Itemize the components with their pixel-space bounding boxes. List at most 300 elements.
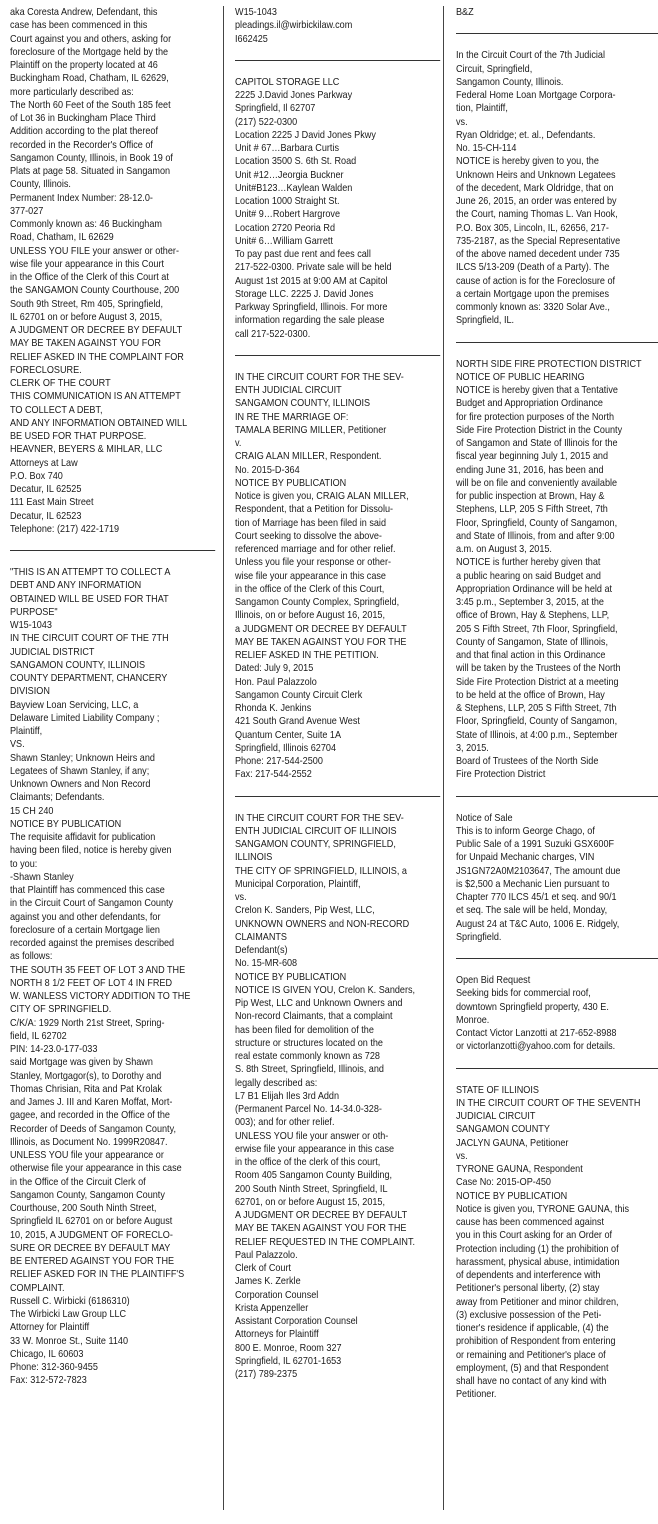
notice-line: Chapter 770 ILCS 45/1 et seq. and 90/1 bbox=[456, 892, 617, 903]
notice-line: vs. bbox=[235, 892, 247, 903]
notice-line: Fax: 217-544-2552 bbox=[235, 769, 312, 781]
notice-line: L7 B1 Elijah Iles 3rd Addn bbox=[235, 1090, 340, 1102]
column-2 bbox=[235, 6, 440, 1381]
notice-line: No. 2015-D-364 bbox=[235, 464, 300, 476]
legal-notice bbox=[456, 49, 658, 327]
notice-line: UNKNOWN OWNERS and NON-RECORD bbox=[235, 918, 410, 930]
notice-separator bbox=[235, 355, 440, 356]
notice-line: and State of Illinois, from and after 9:00 bbox=[456, 530, 615, 542]
notice-line: Unit# 6…William Garrett bbox=[235, 235, 333, 247]
notice-line: a JUDGMENT OR DECREE BY DEFAULT bbox=[235, 623, 407, 635]
notice-separator bbox=[235, 60, 440, 61]
notice-line: Floor, Springfield, County of Sangamon, bbox=[456, 716, 618, 728]
notice-line: 62701, on or before August 15, 2015, bbox=[235, 1196, 386, 1208]
notice-line: P.O. Box 305, Lincoln, IL, 62656, 217- bbox=[456, 222, 609, 234]
notice-line: away from Petitioner and minor children, bbox=[456, 1296, 619, 1308]
notice-line: THIS COMMUNICATION IS AN ATTEMPT bbox=[10, 391, 181, 403]
notice-line: COUNTY DEPARTMENT, CHANCERY bbox=[10, 673, 168, 684]
notice-line: you in this Court asking for an Order of bbox=[456, 1230, 613, 1242]
notice-line: Unit#B123…Kaylean Walden bbox=[235, 182, 353, 194]
notice-line: Side Fire Protection District in the County bbox=[456, 424, 623, 436]
legal-notice bbox=[235, 812, 440, 1382]
notice-line: STATE OF ILLINOIS bbox=[456, 1084, 539, 1096]
notice-line: Crelon K. Sanders, Pip West, LLC, bbox=[235, 905, 375, 917]
notice-line: The Wirbicki Law Group LLC bbox=[10, 1309, 127, 1320]
notice-line: IN THE CIRCUIT COURT OF THE SEVENTH bbox=[456, 1097, 641, 1109]
notice-line: Petitioner's personal liberty, (2) stay bbox=[456, 1283, 600, 1295]
notice-line: commonly known as: 3320 Solar Ave., bbox=[456, 302, 610, 313]
notice-line: Assistant Corporation Counsel bbox=[235, 1316, 358, 1327]
notice-line: August 1st 2015 at 9:00 AM at Capitol bbox=[235, 275, 388, 287]
notice-line: Paul Palazzolo. bbox=[235, 1249, 298, 1261]
notice-line: Commonly known as: 46 Buckingham bbox=[10, 219, 162, 230]
notice-line: Pip West, LLC and Unknown Owners and bbox=[235, 998, 403, 1009]
notice-line: fiscal year beginning July 1, 2015 and bbox=[456, 451, 609, 463]
notice-line: Appropriation Ordinance will be held at bbox=[456, 583, 613, 595]
notice-line: AND ANY INFORMATION OBTAINED WILL bbox=[10, 417, 188, 429]
notice-line: against you and other defendants, for bbox=[10, 911, 161, 923]
notice-line: (217) 789-2375 bbox=[235, 1369, 298, 1380]
notice-line: tion of Marriage has been filed in said bbox=[235, 517, 387, 529]
notice-line: Springfield, IL. bbox=[456, 315, 515, 327]
notice-line: "THIS IS AN ATTEMPT TO COLLECT A bbox=[10, 567, 171, 578]
notice-line: Storage LLC. 2225 J. David Jones bbox=[235, 288, 374, 300]
notice-line: RELIEF ASKED IN THE COMPLAINT FOR bbox=[10, 351, 184, 363]
column-divider bbox=[443, 6, 444, 1510]
notice-line: South 9th Street, Rm 405, Springfield, bbox=[10, 298, 164, 310]
notice-line: call 217-522-0300. bbox=[235, 328, 311, 340]
notice-line: PURPOSE" bbox=[10, 606, 58, 618]
notice-line: Decatur, IL 62523 bbox=[10, 510, 82, 522]
notice-line: wise file your appearance in this case bbox=[235, 570, 386, 582]
notice-line: for public inspection at Brown, Hay & bbox=[456, 491, 605, 502]
notice-line: has been filed for demolition of the bbox=[235, 1024, 374, 1036]
notice-line: Plaintiff on the property located at 46 bbox=[10, 60, 158, 71]
legal-notice bbox=[456, 6, 658, 19]
notice-line: 200 South Ninth Street, Springfield, IL bbox=[235, 1183, 388, 1195]
legal-notice bbox=[10, 566, 215, 1388]
notice-line: Rhonda K. Jenkins bbox=[235, 703, 312, 714]
notice-line: A JUDGMENT OR DECREE BY DEFAULT bbox=[10, 325, 183, 336]
notice-line: Corporation Counsel bbox=[235, 1289, 319, 1301]
notice-line: 33 W. Monroe St., Suite 1140 bbox=[10, 1335, 128, 1347]
notice-line: NOTICE BY PUBLICATION bbox=[235, 971, 347, 983]
notice-line: 10, 2015, A JUDGMENT OF FORECLO- bbox=[10, 1229, 173, 1241]
legal-notice bbox=[235, 371, 440, 782]
notice-line: W15-1043 bbox=[235, 7, 277, 18]
notice-line: & Stephens, LLP, 205 S Fifth Street, 7th bbox=[456, 703, 617, 714]
notice-line: Open Bid Request bbox=[456, 975, 531, 986]
notice-line: Road, Chatham, IL 62629 bbox=[10, 232, 114, 244]
notice-line: ENTH JUDICIAL CIRCUIT bbox=[235, 385, 342, 396]
notice-line: Municipal Corporation, Plaintiff, bbox=[235, 878, 361, 890]
notice-line: Springfield IL 62701 on or before August bbox=[10, 1216, 173, 1228]
notice-line: information regarding the sale please bbox=[235, 315, 385, 327]
notice-line: Shawn Stanley; Unknown Heirs and bbox=[10, 752, 155, 764]
notice-line: Sangamon County, Sangamon County bbox=[10, 1189, 165, 1201]
notice-line: in the Circuit Court of Sangamon County bbox=[10, 898, 174, 910]
notice-line: VS. bbox=[10, 739, 25, 751]
notice-line: Monroe. bbox=[456, 1014, 490, 1026]
notice-line: UNLESS YOU FILE your answer or other- bbox=[10, 245, 179, 257]
notice-line: vs. bbox=[456, 1150, 468, 1162]
notice-line: James K. Zerkle bbox=[235, 1276, 301, 1288]
notice-line: gagee, and recorded in the Office of the bbox=[10, 1110, 170, 1122]
notice-line: Sangamon County, Illinois, in Book 19 of bbox=[10, 152, 173, 164]
notice-line: UNLESS YOU file your answer or oth- bbox=[235, 1130, 389, 1142]
notice-line: Russell C. Wirbicki (6186310) bbox=[10, 1295, 130, 1307]
notice-line: Springfield, Illinois 62704 bbox=[235, 742, 337, 754]
notice-line: DIVISION bbox=[10, 686, 50, 698]
notice-line: State of Illinois, at 4:00 p.m., September bbox=[456, 729, 618, 741]
notice-line: To pay past due rent and fees call bbox=[235, 249, 371, 260]
notice-line: FORECLOSURE. bbox=[10, 364, 82, 376]
notice-line: The requisite affidavit for publication bbox=[10, 832, 156, 843]
notice-line: A JUDGMENT OR DECREE BY DEFAULT bbox=[235, 1210, 408, 1221]
notice-line: of the decedent, Mark Oldridge, that on bbox=[456, 182, 614, 194]
notice-line: In the Circuit Court of the 7th Judicial bbox=[456, 50, 605, 62]
notice-separator bbox=[235, 796, 440, 797]
notice-line: MAY BE TAKEN AGAINST YOU FOR bbox=[10, 338, 161, 350]
notice-line: Phone: 312-360-9455 bbox=[10, 1362, 98, 1373]
legal-notice bbox=[456, 974, 658, 1054]
notice-line: IL 62701 on or before August 3, 2015, bbox=[10, 311, 163, 323]
notice-line: Sangamon County Circuit Clerk bbox=[235, 689, 363, 701]
notice-line: foreclosure of the Mortgage held by the bbox=[10, 46, 169, 58]
notice-line: having been filed, notice is hereby given bbox=[10, 845, 172, 857]
notice-line: erwise file your appearance in this case bbox=[235, 1143, 395, 1155]
notice-line: BE ENTERED AGAINST YOU FOR THE bbox=[10, 1256, 175, 1267]
notice-line: IN RE THE MARRIAGE OF: bbox=[235, 411, 349, 423]
notice-line: OBTAINED WILL BE USED FOR THAT bbox=[10, 593, 169, 605]
notice-line: of Sangamon and State of Illinois for the bbox=[456, 438, 618, 449]
notice-line: otherwise file your appearance in this case bbox=[10, 1163, 182, 1175]
notice-line: THE SOUTH 35 FEET OF LOT 3 AND THE bbox=[10, 964, 186, 976]
notice-line: Court against you and others, asking for bbox=[10, 33, 172, 45]
notice-line: Recorder of Deeds of Sangamon County, bbox=[10, 1123, 176, 1135]
legal-notice bbox=[456, 358, 658, 782]
notice-line: SANGAMON COUNTY, ILLINOIS bbox=[235, 398, 371, 410]
notice-line: Notice is given you, CRAIG ALAN MILLER, bbox=[235, 491, 409, 502]
notice-line: in the Office of the Circuit Clerk of bbox=[10, 1176, 146, 1188]
notice-line: will be on file and conveniently available bbox=[456, 477, 618, 489]
legal-notice bbox=[10, 6, 215, 536]
notice-line: TAMALA BERING MILLER, Petitioner bbox=[235, 424, 387, 436]
notice-line: Federal Home Loan Mortgage Corpora- bbox=[456, 90, 616, 101]
notice-line: NOTICE OF PUBLIC HEARING bbox=[456, 371, 585, 383]
notice-line: DEBT AND ANY INFORMATION bbox=[10, 580, 142, 592]
notice-line: will be taken by the Trustees of the North bbox=[456, 663, 621, 675]
notice-line: June 26, 2015, an order was entered by bbox=[456, 196, 617, 207]
notice-line: CRAIG ALAN MILLER, Respondent. bbox=[235, 451, 382, 463]
notice-separator bbox=[456, 1068, 658, 1069]
notice-line: field, IL 62702 bbox=[10, 1030, 67, 1042]
notice-line: No. 15-CH-114 bbox=[456, 143, 517, 154]
notice-line: wise file your appearance in this Court bbox=[10, 258, 165, 270]
notice-line: is $2,500 a Mechanic Lien pursuant to bbox=[456, 878, 610, 890]
notice-line: Attorney for Plaintiff bbox=[10, 1322, 90, 1334]
notice-line: Krista Appenzeller bbox=[235, 1302, 309, 1314]
notice-line: Phone: 217-544-2500 bbox=[235, 756, 323, 767]
notice-line: P.O. Box 740 bbox=[10, 470, 63, 482]
notice-line: I662425 bbox=[235, 33, 268, 45]
notice-separator bbox=[10, 550, 215, 551]
notice-line: W15-1043 bbox=[10, 620, 52, 631]
notice-line: foreclosure of a certain Mortgage lien bbox=[10, 924, 160, 936]
notice-line: cause of action is for the Foreclosure of bbox=[456, 275, 616, 287]
notice-separator bbox=[456, 342, 658, 343]
notice-line: Decatur, IL 62525 bbox=[10, 484, 82, 495]
notice-line: S. 8th Street, Springfield, Illinois, and bbox=[235, 1064, 384, 1076]
notice-line: 003); and for other relief. bbox=[235, 1117, 335, 1129]
notice-line: a.m. on August 3, 2015. bbox=[456, 544, 552, 555]
notice-line: employment, (5) and that Respondent bbox=[456, 1362, 609, 1374]
notice-line: UNLESS YOU file your appearance or bbox=[10, 1150, 164, 1161]
notice-line: or remaining and Petitioner's place of bbox=[456, 1349, 606, 1361]
notice-line: Location 3500 S. 6th St. Road bbox=[235, 156, 357, 168]
notice-line: SANGAMON COUNTY, ILLINOIS bbox=[10, 659, 146, 671]
notice-line: the SANGAMON County Courthouse, 200 bbox=[10, 285, 180, 297]
notice-line: Parkway Springfield, Illinois. For more bbox=[235, 302, 388, 313]
notice-line: (Permanent Parcel No. 14-34.0-328- bbox=[235, 1104, 382, 1115]
notice-line: Sangamon County, Illinois. bbox=[456, 76, 564, 88]
notice-line: 735-2187, as the Special Representative bbox=[456, 235, 621, 247]
notice-line: W. WANLESS VICTORY ADDITION TO THE bbox=[10, 991, 191, 1002]
notice-line: IN THE CIRCUIT COURT FOR THE SEV- bbox=[235, 371, 404, 383]
notice-line: IN THE CIRCUIT COURT OF THE 7TH bbox=[10, 633, 169, 645]
notice-line: Illinois, on or before August 16, 2015, bbox=[235, 610, 386, 622]
notice-line: and James J. III and Karen Moffat, Mort- bbox=[10, 1097, 173, 1108]
notice-line: a certain Mortgage upon the premises bbox=[456, 288, 610, 300]
notice-line: Board of Trustees of the North Side bbox=[456, 756, 599, 767]
notice-line: JUDICIAL CIRCUIT bbox=[456, 1111, 536, 1122]
notice-line: BE USED FOR THAT PURPOSE. bbox=[10, 431, 147, 442]
notice-line: 15 CH 240 bbox=[10, 805, 54, 817]
notice-separator bbox=[456, 958, 658, 959]
notice-line: Courthouse, 200 South Ninth Street, bbox=[10, 1203, 157, 1214]
notice-line: C/K/A: 1929 North 21st Street, Spring- bbox=[10, 1017, 165, 1029]
notice-line: more particularly described as: bbox=[10, 86, 134, 98]
notice-line: Springfield. bbox=[456, 931, 502, 943]
notice-line: Seeking bids for commercial roof, bbox=[456, 988, 591, 1000]
notice-line: Location 2720 Peoria Rd bbox=[235, 222, 336, 234]
notice-line: PIN: 14-23.0-177-033 bbox=[10, 1044, 98, 1055]
notice-line: CITY OF SPRINGFIELD. bbox=[10, 1004, 112, 1016]
notice-line: RELIEF ASKED IN THE PETITION. bbox=[235, 650, 379, 661]
notice-line: Legatees of Shawn Stanley, if any; bbox=[10, 765, 150, 777]
notice-line: NORTH 8 1/2 FEET OF LOT 4 IN FRED bbox=[10, 977, 173, 989]
notice-line: 205 S Fifth Street, 7th Floor, Springfield, bbox=[456, 623, 618, 635]
notice-line: 421 South Grand Avenue West bbox=[235, 716, 360, 728]
notice-line: Clerk of Court bbox=[235, 1263, 292, 1274]
notice-line: legally described as: bbox=[235, 1077, 318, 1089]
notice-line: Location 2225 J David Jones Pkwy bbox=[235, 129, 376, 141]
notice-line: JS1GN72A0M2103647, The amount due bbox=[456, 865, 621, 877]
notice-line: NOTICE BY PUBLICATION bbox=[235, 477, 347, 489]
notice-line: ending June 31, 2016, has been and bbox=[456, 464, 604, 476]
notice-line: NOTICE is hereby given to you, the bbox=[456, 156, 599, 168]
notice-line: of dependents and interference with bbox=[456, 1270, 601, 1281]
notice-line: Sangamon County Complex, Springfield, bbox=[235, 597, 400, 608]
notice-line: IN THE CIRCUIT COURT FOR THE SEV- bbox=[235, 812, 404, 824]
notice-line: that Plaintiff has commenced this case bbox=[10, 885, 165, 896]
notice-line: cause has been commenced against bbox=[456, 1217, 604, 1228]
notice-line: structure or structures located on the bbox=[235, 1037, 383, 1049]
notice-line: Unit # 67…Barbara Curtis bbox=[235, 143, 340, 154]
notice-line: B&Z bbox=[456, 7, 474, 18]
notice-line: harassment, physical abuse, intimidation bbox=[456, 1256, 620, 1268]
notice-line: Notice of Sale bbox=[456, 812, 513, 824]
notice-line: Fire Protection District bbox=[456, 769, 546, 781]
notice-line: Non-record Claimants, that a complaint bbox=[235, 1011, 393, 1023]
notice-line: Room 405 Sangamon County Building, bbox=[235, 1170, 393, 1182]
notice-line: 3:45 p.m., September 3, 2015, at the bbox=[456, 597, 604, 608]
notice-line: recorded against the premises described bbox=[10, 938, 175, 949]
notice-line: Unless you file your response or other- bbox=[235, 557, 392, 569]
notice-line: Attorneys for Plaintiff bbox=[235, 1329, 319, 1341]
notice-line: Buckingham Road, Chatham, IL 62629, bbox=[10, 73, 169, 85]
notice-line: Unit #12…Jeorgia Buckner bbox=[235, 169, 344, 181]
notice-line: of Lot 36 in Buckingham Place Third bbox=[10, 113, 156, 124]
notice-line: or victorlanzotti@yahoo.com for details. bbox=[456, 1041, 616, 1053]
notice-line: to you: bbox=[10, 858, 38, 870]
notice-line: 217-522-0300. Private sale will be held bbox=[235, 262, 392, 274]
notice-line: and that final action in this Ordinance bbox=[456, 650, 606, 661]
notice-line: (217) 522-0300 bbox=[235, 116, 298, 128]
notice-line: RELIEF REQUESTED IN THE COMPLAINT. bbox=[235, 1236, 416, 1248]
notice-line: Stephens, LLP, 205 S Fifth Street, 7th bbox=[456, 504, 608, 516]
notice-line: Court seeking to dissolve the above- bbox=[235, 530, 382, 542]
notice-line: said Mortgage was given by Shawn bbox=[10, 1057, 153, 1069]
notice-line: Defendant(s) bbox=[235, 945, 288, 956]
notice-line: JUDICIAL DISTRICT bbox=[10, 646, 95, 658]
column-divider bbox=[223, 6, 224, 1510]
notice-line: shall have no contact of any kind with bbox=[456, 1376, 607, 1387]
notice-line: Floor, Springfield, County of Sangamon, bbox=[456, 517, 618, 529]
notice-line: Location 1000 Straight St. bbox=[235, 196, 340, 207]
notice-line: Respondent, that a Petition for Dissolu- bbox=[235, 504, 394, 516]
notice-line: Bayview Loan Servicing, LLC, a bbox=[10, 699, 139, 711]
notice-line: HEAVNER, BEYERS & MIHLAR, LLC bbox=[10, 444, 163, 456]
notice-line: JACLYN GAUNA, Petitioner bbox=[456, 1137, 569, 1149]
notice-line: Quantum Center, Suite 1A bbox=[235, 729, 342, 741]
notice-line: Delaware Limited Liability Company ; bbox=[10, 712, 160, 724]
notice-line: Public Sale of a 1991 Suzuki GSX600F bbox=[456, 839, 615, 850]
notice-line: in the office of the clerk of this court, bbox=[235, 1157, 381, 1168]
notice-line: Thomas Chrisian, Rita and Pat Krolak bbox=[10, 1083, 162, 1095]
notice-line: CLERK OF THE COURT bbox=[10, 378, 111, 389]
notice-line: Circuit, Springfield, bbox=[456, 63, 533, 75]
notice-line: et seq. The sale will be held, Monday, bbox=[456, 905, 608, 917]
notice-line: aka Coresta Andrew, Defendant, this bbox=[10, 7, 158, 18]
notice-line: Stanley, Mortgagor(s), to Dorothy and bbox=[10, 1070, 162, 1082]
notice-line: County of Sangamon, State of Illinois, bbox=[456, 636, 609, 648]
notice-line: in the Office of the Clerk of this Court at bbox=[10, 272, 169, 283]
notice-line: pleadings.il@wirbickilaw.com bbox=[235, 20, 353, 32]
notice-line: 800 E. Monroe, Room 327 bbox=[235, 1342, 342, 1354]
notice-line: RELIEF ASKED FOR IN THE PLAINTIFF'S bbox=[10, 1269, 185, 1281]
column-3 bbox=[456, 6, 658, 1402]
notice-line: Springfield, IL 62701-1653 bbox=[235, 1355, 342, 1367]
notice-line: CLAIMANTS bbox=[235, 931, 288, 943]
legal-notice bbox=[235, 6, 440, 46]
notice-line: No. 15-MR-608 bbox=[235, 958, 298, 970]
notice-line: as follows: bbox=[10, 951, 53, 963]
notice-line: for Unpaid Mechanic charges, VIN bbox=[456, 852, 595, 864]
notice-line: v. bbox=[235, 438, 242, 449]
notice-line: August 24 at T&C Auto, 1006 E. Ridgely, bbox=[456, 918, 620, 930]
notice-line: Case No: 2015-OP-450 bbox=[456, 1177, 551, 1189]
notice-line: Unknown Heirs and Unknown Legatees bbox=[456, 169, 616, 181]
notice-line: office of Brown, Hay & Stephens, LLP, bbox=[456, 610, 610, 622]
notice-line: Ryan Oldridge; et. al., Defendants. bbox=[456, 129, 596, 141]
notice-line: Budget and Appropriation Ordinance bbox=[456, 398, 603, 410]
legal-notice bbox=[235, 76, 440, 341]
notice-line: Plaintiff, bbox=[10, 726, 43, 737]
notice-line: SANGAMON COUNTY bbox=[456, 1124, 550, 1136]
notice-line: the Court, naming Thomas L. Van Hook, bbox=[456, 209, 618, 221]
notice-line: in the office of the Clerk of this Court, bbox=[235, 583, 385, 595]
notice-line: downtown Springfield property, 430 E. bbox=[456, 1001, 609, 1013]
notice-line: COMPLAINT. bbox=[10, 1282, 65, 1294]
notice-line: Fax: 312-572-7823 bbox=[10, 1375, 87, 1387]
notice-line: referenced marriage and for other relief. bbox=[235, 544, 396, 555]
notice-line: for fire protection purposes of the North bbox=[456, 411, 615, 423]
notice-line: MAY BE TAKEN AGAINST YOU FOR THE bbox=[235, 636, 407, 648]
notice-line: ENTH JUDICIAL CIRCUIT OF ILLINOIS bbox=[235, 825, 397, 837]
notice-line: Illinois, as Document No. 1999R20847. bbox=[10, 1136, 168, 1148]
notice-line: NOTICE is further hereby given that bbox=[456, 557, 601, 569]
notice-line: Side Fire Protection District at a meeting bbox=[456, 676, 619, 688]
notice-line: 3, 2015. bbox=[456, 742, 489, 754]
notice-line: ILCS 5/13-209 (Death of a Party). The bbox=[456, 262, 610, 274]
notice-line: Hon. Paul Palazzolo bbox=[235, 676, 317, 688]
notice-line: Permanent Index Number: 28-12.0- bbox=[10, 192, 153, 204]
notice-line: Unit# 9…Robert Hargrove bbox=[235, 209, 341, 221]
notice-line: The North 60 Feet of the South 185 feet bbox=[10, 99, 171, 111]
notice-line: CAPITOL STORAGE LLC bbox=[235, 76, 340, 88]
notice-line: tioner's residence if applicable, (4) the bbox=[456, 1323, 609, 1334]
notice-line: 111 East Main Street bbox=[10, 497, 94, 509]
notice-separator bbox=[456, 796, 658, 797]
notice-line: TO COLLECT A DEBT, bbox=[10, 404, 103, 416]
notice-line: This is to inform George Chago, of bbox=[456, 825, 595, 837]
notice-line: Notice is given you, TYRONE GAUNA, this bbox=[456, 1203, 630, 1215]
notice-line: prohibition of Respondent from entering bbox=[456, 1336, 616, 1348]
notice-line: County, Illinois. bbox=[10, 179, 71, 191]
notice-line: Dated: July 9, 2015 bbox=[235, 663, 314, 675]
notice-line: vs. bbox=[456, 116, 468, 128]
notice-line: NOTICE IS GIVEN YOU, Crelon K. Sanders, bbox=[235, 984, 416, 996]
notice-line: Springfield, Il 62707 bbox=[235, 103, 316, 115]
notice-line: Petitioner. bbox=[456, 1389, 497, 1401]
column-1 bbox=[10, 6, 215, 1388]
notice-line: (3) exclusive possession of the Peti- bbox=[456, 1309, 602, 1321]
notice-line: of the above named decedent under 735 bbox=[456, 249, 620, 260]
notice-line: 377-027 bbox=[10, 205, 44, 217]
notice-line: tion, Plaintiff, bbox=[456, 103, 508, 115]
notice-line: Chicago, IL 60603 bbox=[10, 1348, 84, 1360]
notice-line: case has been commenced in this bbox=[10, 20, 148, 32]
legal-notice bbox=[456, 812, 658, 945]
notice-line: -Shawn Stanley bbox=[10, 871, 74, 883]
notice-line: Claimants; Defendants. bbox=[10, 792, 105, 804]
notice-line: SURE OR DECREE BY DEFAULT MAY bbox=[10, 1242, 171, 1254]
notice-line: ILLINOIS bbox=[235, 852, 273, 864]
notice-line: Contact Victor Lanzotti at 217-652-8988 bbox=[456, 1028, 617, 1039]
notice-line: MAY BE TAKEN AGAINST YOU FOR THE bbox=[235, 1223, 407, 1235]
notice-separator bbox=[456, 33, 658, 34]
